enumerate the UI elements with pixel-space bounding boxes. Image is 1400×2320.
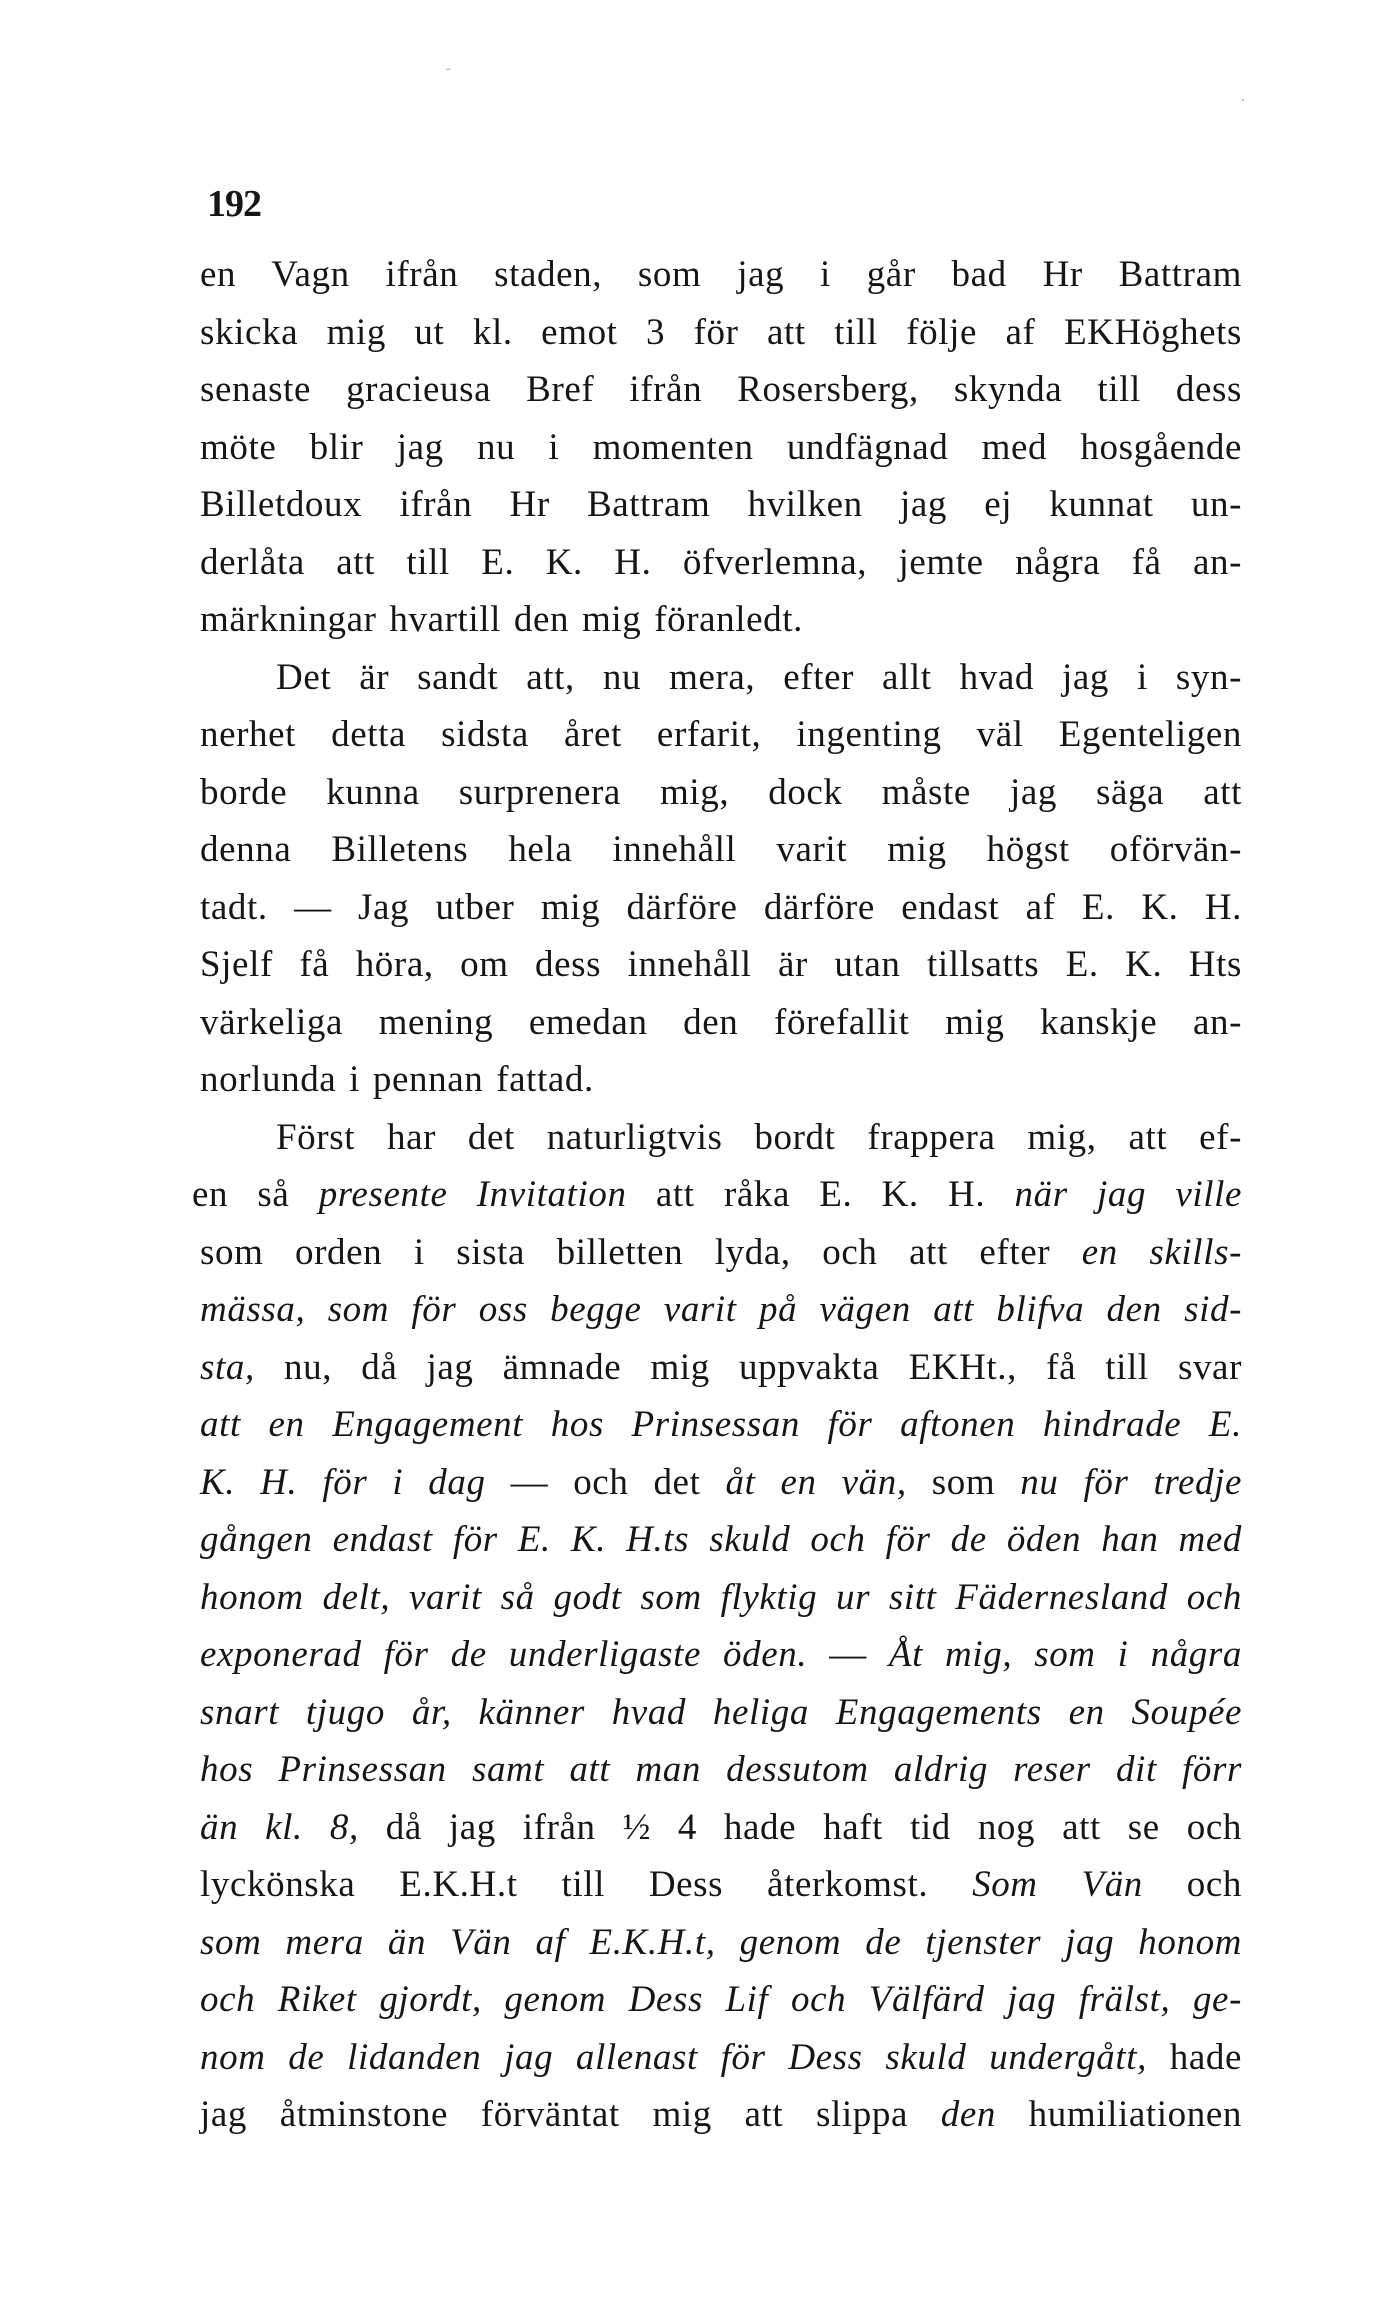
text-segment: en så — [192, 1174, 319, 1215]
text-segment: hade — [1147, 2036, 1242, 2078]
page-number: 192 — [207, 183, 261, 225]
text-line — [200, 1109, 1242, 1167]
text-segment: då jag ifrån ½ 4 hade haft tid nog att se och — [358, 1806, 1242, 1848]
text-line — [200, 476, 1242, 534]
text-line — [192, 1166, 1242, 1224]
text-line — [200, 2029, 1242, 2087]
italic-text-segment: och Riket gjordt, genom Dess Lif och Välfärd jag frälst, ge- — [200, 1979, 1242, 2020]
italic-text-segment: honom delt, varit så godt som flyktig ur sitt Fädernesland och — [200, 1576, 1242, 1618]
text-line — [200, 1626, 1242, 1684]
text-line — [200, 1224, 1242, 1282]
text-segment: derlåta att till E. K. H. öfverlemna, jemte några få an- — [200, 541, 1242, 583]
text-segment: tadt. — Jag utber mig därföre därföre endast af E. K. H. — [200, 886, 1242, 928]
text-line — [200, 821, 1242, 879]
text-segment: skicka mig ut kl. emot 3 för att till följe af EKHöghets — [200, 311, 1242, 353]
text-line — [200, 1569, 1242, 1627]
text-segment: nu, då jag ämnade mig uppvakta EKHt., få till svar — [254, 1346, 1242, 1388]
italic-text-segment: när jag ville — [1014, 1174, 1243, 1215]
text-segment: humiliationen — [995, 2094, 1242, 2135]
text-segment: Först har det naturligtvis bordt frappera mig, att ef- — [276, 1116, 1242, 1158]
text-segment: borde kunna surprenera mig, dock måste jag säga att — [200, 771, 1242, 813]
text-line — [200, 764, 1242, 822]
italic-text-segment: att man dessutom aldrig reser dit förr — [544, 1749, 1242, 1790]
text-line — [200, 304, 1242, 362]
text-line — [200, 419, 1242, 477]
text-segment: Sjelf få höra, om dess innehåll är utan tillsatts E. K. Hts — [200, 944, 1242, 985]
text-line — [200, 879, 1242, 937]
italic-text-segment: Som Vän — [972, 1864, 1143, 1905]
italic-text-segment: hos Prinsessan samt — [200, 1749, 545, 1790]
scan-speck: · — [1240, 90, 1246, 111]
italic-text-segment: Åt mig, som i några — [888, 1634, 1242, 1675]
italic-text-segment: exponerad för de underligaste öden. — [200, 1634, 808, 1675]
text-line — [200, 1741, 1242, 1799]
text-line — [200, 1971, 1242, 2029]
text-segment: norlunda i pennan fattad. — [200, 1059, 594, 1100]
text-line — [200, 1684, 1242, 1742]
text-segment: senaste gracieusa Bref ifrån Rosersberg, skynda till dess — [200, 369, 1242, 410]
text-segment: Billetdoux ifrån Hr Battram hvilken jag ej kunnat un- — [200, 484, 1242, 525]
italic-text-segment: sta, — [200, 1346, 255, 1388]
text-segment: som — [906, 1461, 1021, 1503]
text-line — [200, 361, 1242, 419]
italic-text-segment: åt en vän, — [725, 1461, 907, 1503]
text-segment: — och det — [485, 1461, 726, 1503]
italic-text-segment: mässa, som för oss begge varit på vägen att blifva den sid- — [200, 1289, 1242, 1330]
italic-text-segment: att en Engagement hos Prinsessan för aftonen hindrade E. — [200, 1404, 1242, 1445]
text-line — [200, 1856, 1242, 1914]
text-line — [200, 1511, 1242, 1569]
text-segment: och — [1142, 1864, 1242, 1905]
text-line — [200, 1051, 1242, 1109]
text-line — [200, 1281, 1242, 1339]
text-segment: som orden i sista billetten lyda, och att efter — [200, 1231, 1082, 1273]
text-line — [200, 649, 1242, 707]
italic-text-segment: gången endast för E. K. H.ts skuld och för de öden han med — [200, 1519, 1242, 1560]
text-segment: värkeliga mening emedan den förefallit mig kanskje an- — [200, 1001, 1242, 1043]
text-segment: möte blir jag nu i momenten undfägnad med hosgående — [200, 426, 1242, 468]
body-text — [192, 246, 1243, 2144]
text-segment: märkningar hvartill den mig föranledt. — [200, 599, 803, 640]
text-segment: denna Billetens hela innehåll varit mig högst oförvän- — [200, 829, 1242, 870]
text-segment: att råka E. K. H. — [626, 1174, 1015, 1215]
text-line — [200, 1914, 1242, 1972]
text-line — [200, 1339, 1242, 1397]
text-line — [200, 591, 1242, 649]
italic-text-segment: den — [940, 2094, 996, 2135]
italic-text-segment: än kl. 8, — [200, 1806, 359, 1848]
italic-text-segment: nu för tredje — [1020, 1461, 1243, 1503]
text-line — [200, 706, 1242, 764]
scan-speck: - — [445, 58, 452, 79]
text-line — [200, 2086, 1242, 2144]
italic-text-segment: K. H. för i dag — [200, 1461, 486, 1503]
text-segment: nerhet detta sidsta året erfarit, ingenting väl Egenteligen — [200, 714, 1242, 755]
italic-text-segment: snart tjugo år, känner hvad heliga Engagements en Soupée — [200, 1691, 1242, 1733]
text-line — [200, 534, 1242, 592]
text-segment: Det är sandt att, nu mera, efter allt hvad jag i syn- — [276, 656, 1242, 698]
text-line — [200, 246, 1242, 304]
italic-text-segment: presente Invitation — [318, 1174, 627, 1215]
text-line — [200, 1396, 1242, 1454]
text-line — [200, 1799, 1242, 1857]
text-segment: jag åtminstone förväntat mig att slippa — [200, 2094, 941, 2135]
italic-text-segment: som mera än Vän af E.K.H.t, genom de tjenster jag honom — [200, 1921, 1242, 1963]
text-segment: — — [807, 1634, 889, 1675]
italic-text-segment: en skills- — [1081, 1231, 1242, 1273]
text-segment: en Vagn ifrån staden, som jag i går bad Hr Battram — [200, 254, 1242, 295]
text-line — [200, 1454, 1242, 1512]
text-line — [200, 994, 1242, 1052]
text-line — [200, 936, 1242, 994]
text-segment: lyckönska E.K.H.t till Dess återkomst. — [200, 1864, 973, 1905]
italic-text-segment: nom de lidanden jag allenast för Dess skuld undergått, — [200, 2036, 1147, 2078]
